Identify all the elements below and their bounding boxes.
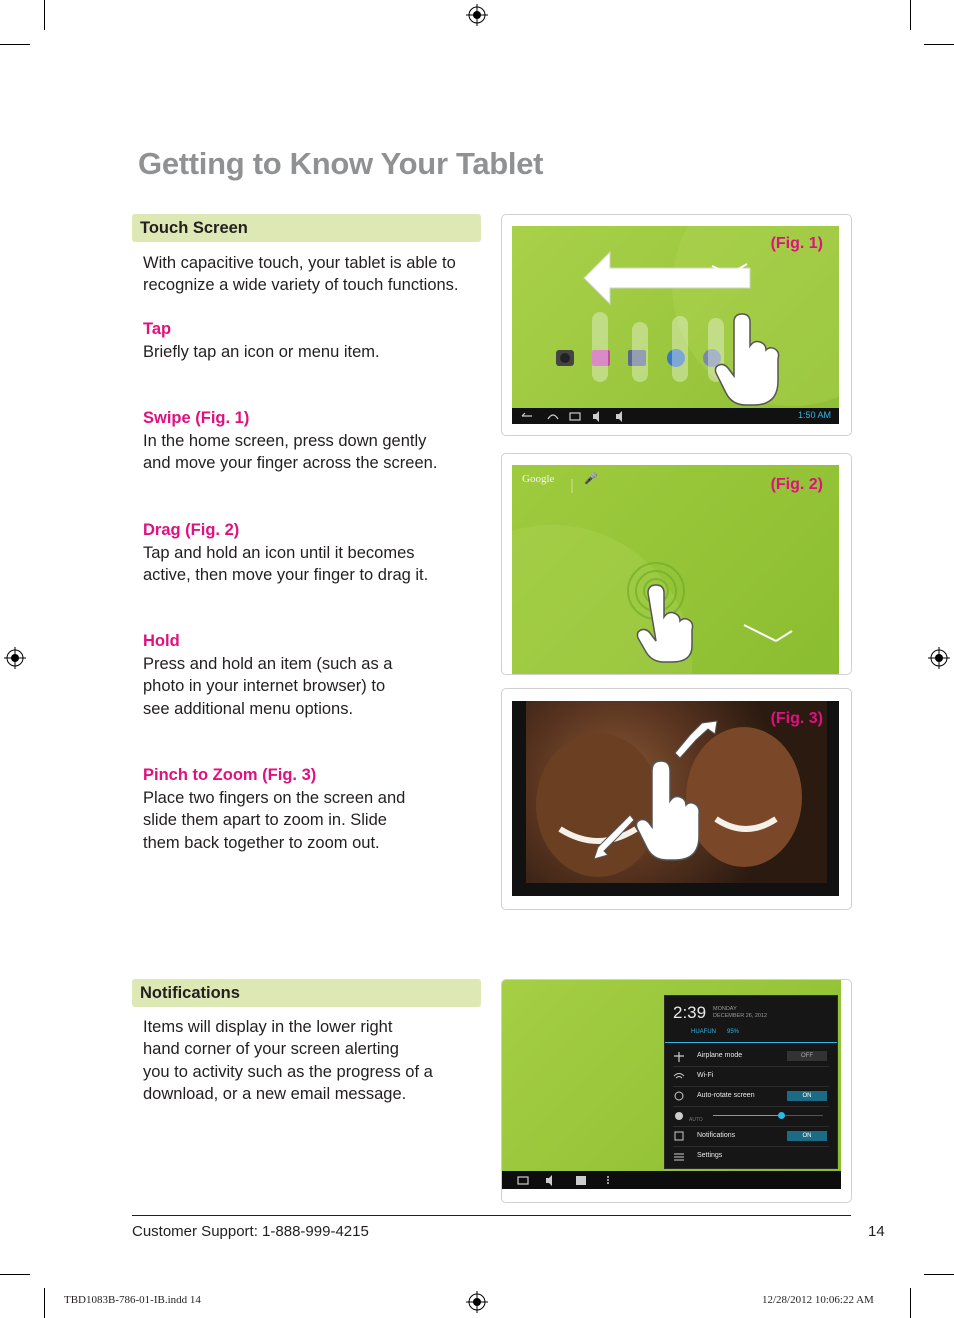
page-title: Getting to Know Your Tablet <box>138 146 544 181</box>
figure-1-frame <box>501 214 852 436</box>
nav-buttons-icon <box>518 408 638 424</box>
clock-readout: 1:50 AM <box>797 410 831 420</box>
crop-mark <box>44 1288 45 1318</box>
qs-row-label: Auto-rotate screen <box>697 1092 755 1099</box>
qs-row-notifications[interactable] <box>673 1126 829 1147</box>
figure-3-label: (Fig. 3) <box>770 710 823 727</box>
gesture-body-drag: Tap and hold an icon until it becomes active, then move your ﬁnger to drag it. <box>143 544 429 585</box>
gesture-body-hold: Press and hold an item (such as a photo in your internet browser) to see additional menu options. <box>143 655 393 718</box>
footer-rule <box>132 1215 851 1216</box>
figure-3-frame <box>501 688 852 910</box>
crop-mark <box>0 44 30 45</box>
section-bar-touch-screen <box>132 214 481 242</box>
slug-right: 12/28/2012 10:06:22 AM <box>762 1294 874 1306</box>
gesture-title-swipe: Swipe (Fig. 1) <box>143 409 250 427</box>
qs-row-label: Settings <box>697 1152 723 1159</box>
system-bar <box>512 408 839 424</box>
registration-mark-icon <box>466 4 488 26</box>
brightness-thumb[interactable] <box>778 1112 785 1119</box>
section-heading: Notiﬁcations <box>140 984 240 1002</box>
qs-row-icons <box>673 1050 687 1170</box>
registration-mark-icon <box>928 647 950 669</box>
registration-mark-icon <box>466 1291 488 1313</box>
figure-1-screen <box>512 226 839 424</box>
qs-row-label: Airplane mode <box>697 1052 743 1059</box>
swipe-illustration <box>512 226 839 424</box>
figure-1-label: (Fig. 1) <box>770 235 823 252</box>
qs-row-brightness[interactable] <box>673 1106 829 1127</box>
qs-date: DECEMBER 26, 2012 <box>713 1013 768 1019</box>
crop-mark <box>0 1274 30 1275</box>
qs-row-autorotate[interactable] <box>673 1086 829 1107</box>
notifications-screen <box>502 980 841 1189</box>
figure-2-screen <box>512 465 839 674</box>
qs-row-airplane[interactable] <box>673 1046 829 1067</box>
gesture-body-swipe: In the home screen, press down gently and move your ﬁnger across the screen. <box>143 432 438 473</box>
qs-row-label: Notifications <box>697 1132 736 1139</box>
notifications-figure-frame <box>501 979 852 1203</box>
google-search-label: Google <box>522 473 555 485</box>
gesture-body-tap: Brieﬂy tap an icon or menu item. <box>143 343 380 361</box>
gesture-title-tap: Tap <box>143 320 172 338</box>
nav-buttons-icon <box>512 1171 632 1189</box>
qs-network: HUAFUN <box>691 1029 716 1035</box>
qs-airplane-toggle[interactable]: OFF <box>787 1051 827 1061</box>
crop-mark <box>910 0 911 30</box>
figure-2-label: (Fig. 2) <box>770 476 823 493</box>
page-number: 14 <box>868 1223 885 1240</box>
pinch-illustration <box>512 701 839 896</box>
wifi-icon <box>674 1074 684 1079</box>
drag-illustration <box>512 465 839 674</box>
gesture-title-pinch: Pinch to Zoom (Fig. 3) <box>143 766 317 784</box>
gesture-title-drag: Drag (Fig. 2) <box>143 521 240 539</box>
system-bar <box>502 1171 841 1189</box>
brightness-fill <box>713 1115 781 1116</box>
settings-icon <box>674 1154 684 1160</box>
footer-support: Customer Support: 1-888-999-4215 <box>132 1223 369 1240</box>
qs-battery: 95% <box>727 1029 740 1035</box>
rotate-icon <box>675 1092 683 1100</box>
section-heading: Touch Screen <box>140 219 248 237</box>
microphone-icon: 🎤 <box>584 473 598 485</box>
qs-row-label: Wi-Fi <box>697 1072 714 1079</box>
crop-mark <box>44 0 45 30</box>
slug-left: TBD1083B-786-01-IB.indd 14 <box>64 1294 201 1306</box>
qs-row-settings[interactable] <box>673 1146 829 1166</box>
figure-3-screen <box>512 701 839 896</box>
qs-row-wifi[interactable] <box>673 1066 829 1087</box>
qs-divider <box>665 1042 837 1043</box>
crop-mark <box>910 1288 911 1318</box>
notifications-icon <box>675 1132 683 1140</box>
gesture-body-pinch: Place two ﬁngers on the screen and slide them apart to zoom in. Slide them back together to zoom out. <box>143 789 406 852</box>
qs-brightness-auto: AUTO <box>689 1117 703 1123</box>
qs-autorotate-toggle[interactable]: ON <box>787 1091 827 1101</box>
touch-screen-intro: With capacitive touch, your tablet is able to recognize a wide variety of touch functions. <box>143 254 459 295</box>
registration-mark-icon <box>4 647 26 669</box>
crop-mark <box>924 44 954 45</box>
qs-clock: 2:39 <box>673 1003 707 1022</box>
gesture-title-hold: Hold <box>143 632 180 650</box>
qs-notifications-toggle[interactable]: ON <box>787 1131 827 1141</box>
section-bar-notifications <box>132 979 481 1007</box>
airplane-icon <box>674 1052 684 1062</box>
crop-mark <box>924 1274 954 1275</box>
figure-2-frame <box>501 453 852 675</box>
notifications-body: Items will display in the lower right hand corner of your screen alerting you to activity such as the progress of a download, or a new email message. <box>143 1018 433 1103</box>
brightness-icon <box>675 1112 683 1120</box>
qs-day: MONDAY <box>713 1006 737 1012</box>
quick-settings-panel <box>664 995 838 1169</box>
